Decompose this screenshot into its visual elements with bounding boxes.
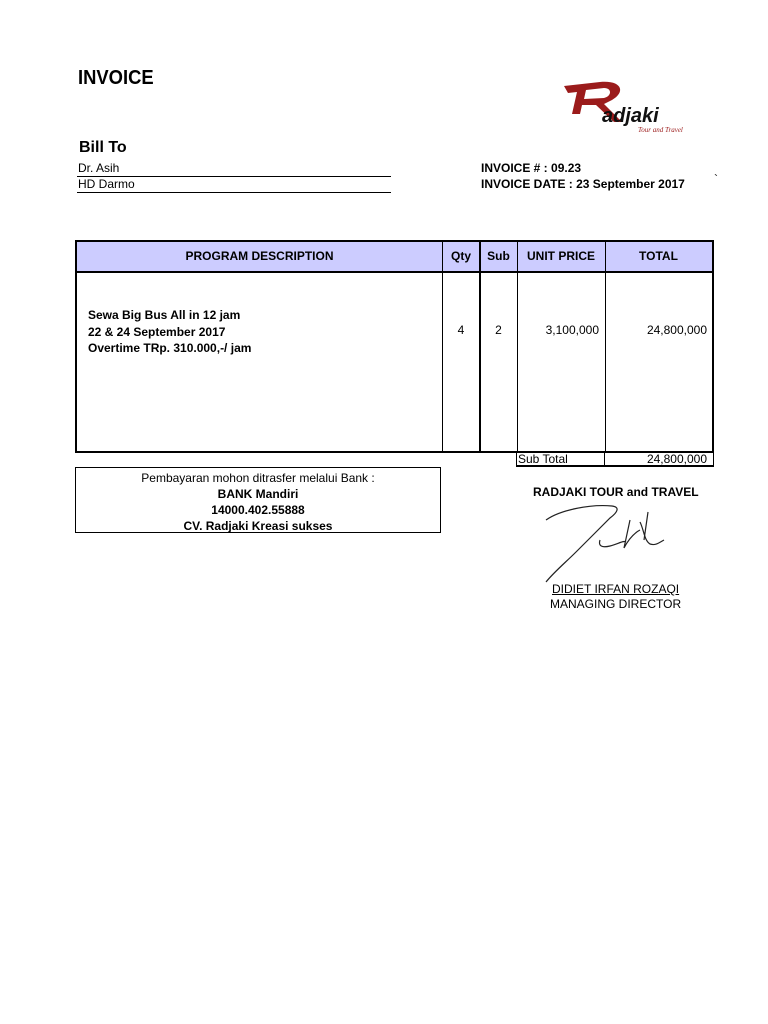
subtotal-row: [516, 451, 714, 467]
description-line: Sewa Big Bus All in 12 jam: [88, 308, 241, 322]
description-line: Overtime TRp. 310.000,-/ jam: [88, 341, 252, 355]
subtotal-label: Sub Total: [518, 452, 568, 466]
item-unit-price: 3,100,000: [545, 323, 599, 337]
handwritten-signature: [540, 500, 680, 585]
subtotal-divider: [604, 452, 605, 465]
signer-name: DIDIET IRFAN ROZAQI: [552, 582, 680, 596]
items-table: [75, 240, 714, 453]
item-description: [88, 307, 251, 357]
item-qty: 4: [457, 323, 465, 337]
account-number: 14000.402.55888: [211, 503, 305, 517]
item-total: 24,800,000: [646, 323, 707, 337]
column-divider: [517, 242, 518, 451]
bill-to-name: Dr. Asih: [77, 161, 391, 177]
column-header-qty: Qty: [450, 249, 471, 263]
payment-note: Pembayaran mohon ditrasfer melalui Bank :: [141, 471, 375, 485]
stray-mark: `: [714, 172, 718, 186]
column-divider: [605, 242, 606, 451]
column-header-sub: Sub: [487, 249, 510, 263]
svg-text:adjaki: adjaki: [602, 105, 659, 127]
invoice-number: INVOICE # : 09.23: [481, 161, 582, 175]
subtotal-value: 24,800,000: [646, 452, 707, 466]
invoice-title: INVOICE: [78, 67, 154, 89]
bill-to-heading: Bill To: [79, 139, 127, 156]
column-header-description: PROGRAM DESCRIPTION: [185, 249, 334, 263]
item-sub: 2: [495, 323, 502, 337]
column-divider: [479, 242, 481, 451]
bill-to-address: HD Darmo: [77, 177, 391, 193]
column-divider: [442, 242, 443, 451]
signer-role: MANAGING DIRECTOR: [550, 597, 682, 611]
account-name: CV. Radjaki Kreasi sukses: [183, 519, 333, 533]
svg-text:Tour and Travel: Tour and Travel: [638, 126, 683, 134]
bank-name: BANK Mandiri: [217, 487, 299, 501]
invoice-date: INVOICE DATE : 23 September 2017: [481, 177, 685, 191]
table-header: [77, 242, 712, 273]
company-logo: [560, 78, 700, 138]
description-line: 22 & 24 September 2017: [88, 324, 226, 339]
column-header-unit-price: UNIT PRICE: [526, 249, 595, 263]
column-header-total: TOTAL: [639, 249, 678, 263]
payment-info-box: [75, 467, 441, 533]
signature-company: RADJAKI TOUR and TRAVEL: [533, 485, 699, 499]
